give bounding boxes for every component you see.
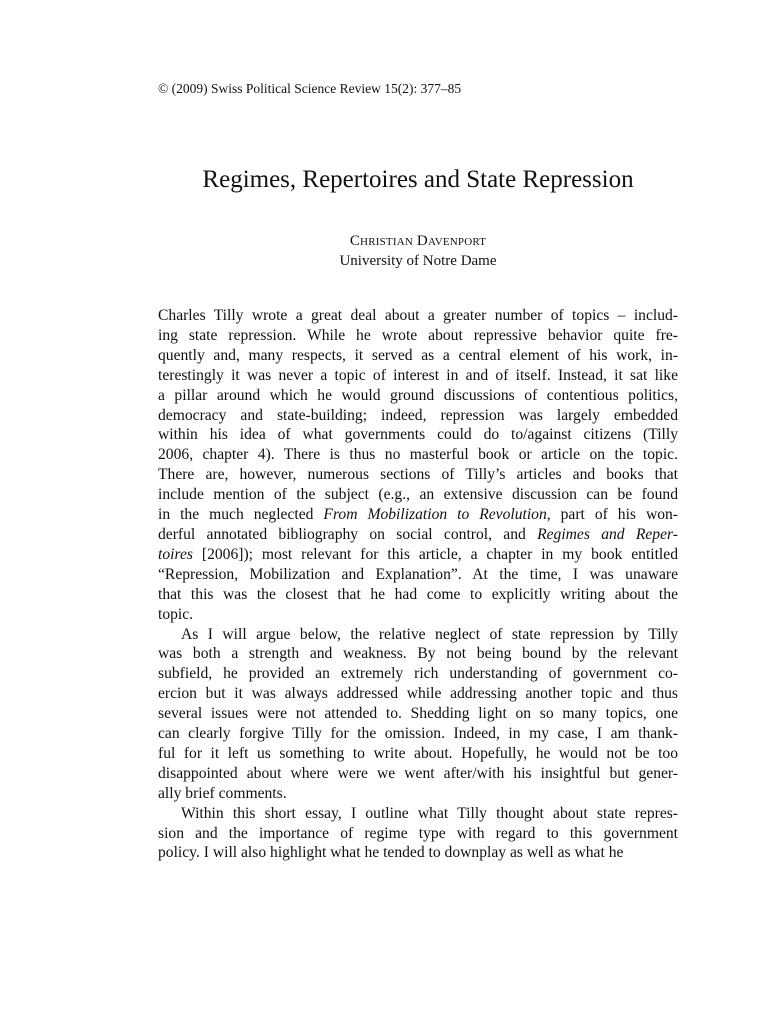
paragraph	[158, 804, 678, 864]
text-line: Within this short essay, I outline what Tilly thought about state repres-	[181, 804, 678, 822]
text-line	[158, 505, 678, 525]
text-line: a pillar around which he would ground discussions of contentious politics,	[158, 386, 678, 404]
text-line: Charles Tilly wrote a great deal about a greater number of topics – includ-	[158, 307, 678, 324]
text-line: can clearly forgive Tilly for the omission. Indeed, in my case, I am thank-	[158, 725, 678, 743]
text-line: ing state repression. While he wrote about repressive behavior quite fre-	[158, 326, 678, 344]
italic-title: Regimes and Reper-	[537, 525, 678, 543]
text-line: include mention of the subject (e.g., an extensive discussion can be found	[158, 486, 678, 504]
text-line: ful for it left us something to write about. Hopefully, he would not be too	[158, 744, 678, 762]
text-line: ercion but it was always addressed while addressing another topic and thus	[158, 685, 678, 703]
text-line	[158, 525, 678, 545]
text-segment: , part of his won-	[546, 506, 678, 524]
text-line	[158, 545, 678, 565]
text-line: 2006, chapter 4). There is thus no masterful book or article on the topic.	[158, 446, 678, 464]
text-line: As I will argue below, the relative neglect of state repression by Tilly	[181, 625, 678, 643]
text-line: several issues were not attended to. Shedding light on so many topics, one	[158, 705, 678, 723]
text-line: democracy and state-building; indeed, repression was largely embedded	[158, 406, 678, 424]
text-segment: derful annotated bibliography on social control, and	[158, 525, 538, 543]
byline	[0, 231, 768, 271]
author-name: Christian Davenport	[349, 233, 487, 249]
text-line: that this was the closest that he had come to explicitly writing about the	[158, 585, 678, 603]
text-line: ally brief comments.	[158, 784, 287, 802]
text-line: disappointed about where were we went after/with his insightful but gener-	[158, 764, 678, 782]
text-line: terestingly it was never a topic of interest in and of itself. Instead, it sat like	[158, 366, 678, 384]
text-line: subfield, he provided an extremely rich understanding of government co-	[158, 665, 678, 683]
text-segment: in the much neglected	[158, 506, 324, 524]
italic-title: From Mobilization to Revolution	[323, 506, 547, 524]
text-line: topic.	[158, 605, 194, 623]
text-segment: [2006]); most relevant for this article, a chapter in my book entitled	[192, 545, 678, 563]
text-line: There are, however, numerous sections of Tilly’s articles and books that	[158, 466, 678, 484]
text-line: within his idea of what governments could do to/against citizens (Tilly	[158, 426, 678, 444]
paragraph	[158, 625, 678, 804]
text-line: was both a strength and weakness. By not being bound by the relevant	[158, 645, 678, 663]
text-line: sion and the importance of regime type with regard to this government	[158, 824, 678, 842]
italic-title: toires	[158, 545, 193, 563]
text-line: “Repression, Mobilization and Explanation”. At the time, I was unaware	[158, 565, 678, 583]
author-affiliation: University of Notre Dame	[339, 253, 497, 269]
text-line: quently and, many respects, it served as a central element of his work, in-	[158, 346, 678, 364]
article-title: Regimes, Repertoires and State Repression	[202, 166, 634, 193]
journal-reference: © (2009) Swiss Political Science Review 15(2): 377–85	[158, 81, 462, 96]
text-line: policy. I will also highlight what he tended to downplay as well as what he	[158, 844, 624, 862]
paragraph	[158, 306, 678, 625]
article-body	[158, 306, 678, 863]
